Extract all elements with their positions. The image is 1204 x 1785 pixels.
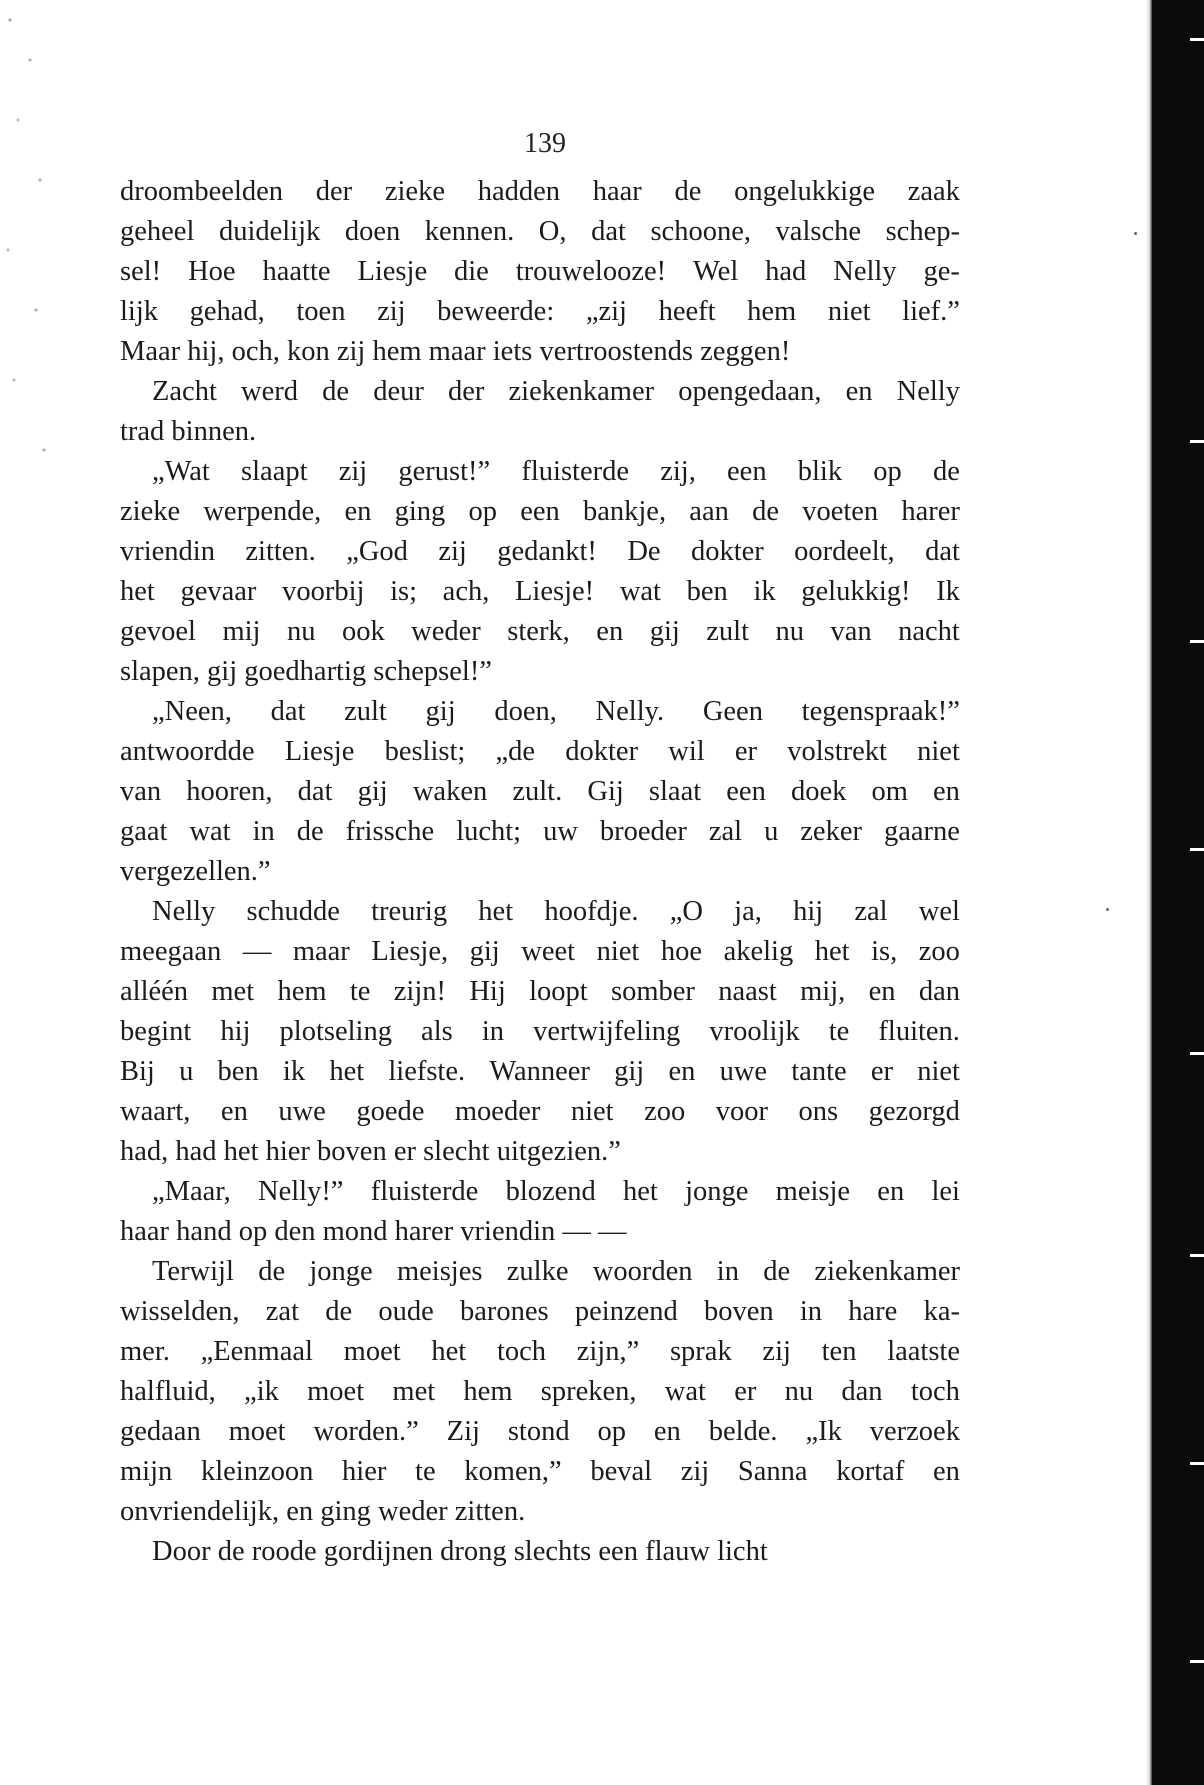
text-line: waart, en uwe goede moeder niet zoo voor ons gezorgd (120, 1096, 960, 1127)
spine-mark (1190, 848, 1204, 851)
text-line: meegaan — maar Liesje, gij weet niet hoe akelig het is, zoo (120, 936, 960, 967)
text-line: van hooren, dat gij waken zult. Gij slaat een doek om en (120, 776, 960, 807)
spine-mark (1190, 640, 1204, 643)
book-spine (1152, 0, 1204, 1785)
ink-speck (1134, 232, 1137, 235)
text-line: mer. „Eenmaal moet het toch zijn,” sprak zij ten laatste (120, 1336, 960, 1367)
text-line: sel! Hoe haatte Liesje die trouwelooze! Wel had Nelly ge- (120, 256, 960, 287)
text-line: antwoordde Liesje beslist; „de dokter wil er volstrekt niet (120, 736, 960, 767)
spine-mark (1190, 1052, 1204, 1055)
left-margin-specks (0, 0, 60, 520)
text-line: „Neen, dat zult gij doen, Nelly. Geen tegenspraak!” (152, 696, 960, 727)
text-line: begint hij plotseling als in vertwijfeling vroolijk te fluiten. (120, 1016, 960, 1047)
text-line: geheel duidelijk doen kennen. O, dat schoone, valsche schep- (120, 216, 960, 247)
spine-mark (1190, 38, 1204, 41)
page-number: 139 (524, 128, 566, 159)
text-line: alléén met hem te zijn! Hij loopt somber naast mij, en dan (120, 976, 960, 1007)
spine-mark (1190, 440, 1204, 443)
text-line: het gevaar voorbij is; ach, Liesje! wat ben ik gelukkig! Ik (120, 576, 960, 607)
text-line: Terwijl de jonge meisjes zulke woorden in de ziekenkamer (152, 1256, 960, 1287)
text-line: Zacht werd de deur der ziekenkamer opengedaan, en Nelly (152, 376, 960, 407)
text-line: Bij u ben ik het liefste. Wanneer gij en uwe tante er niet (120, 1056, 960, 1087)
text-line: „Maar, Nelly!” fluisterde blozend het jonge meisje en lei (152, 1176, 960, 1207)
text-line: „Wat slaapt zij gerust!” fluisterde zij, een blik op de (152, 456, 960, 487)
text-line: droombeelden der zieke hadden haar de ongelukkige zaak (120, 176, 960, 207)
text-line: gevoel mij nu ook weder sterk, en gij zult nu van nacht (120, 616, 960, 647)
text-line: mijn kleinzoon hier te komen,” beval zij Sanna kortaf en (120, 1456, 960, 1487)
text-line: vergezellen.” (120, 856, 271, 887)
text-line: lijk gehad, toen zij beweerde: „zij heeft hem niet lief.” (120, 296, 960, 327)
text-line: zieke werpende, en ging op een bankje, aan de voeten harer (120, 496, 960, 527)
text-line: vriendin zitten. „God zij gedankt! De dokter oordeelt, dat (120, 536, 960, 567)
text-line: gaat wat in de frissche lucht; uw broeder zal u zeker gaarne (120, 816, 960, 847)
ink-speck (1106, 908, 1109, 911)
spine-mark (1190, 1660, 1204, 1663)
text-line: haar hand op den mond harer vriendin — — (120, 1216, 627, 1247)
text-line: had, had het hier boven er slecht uitgezien.” (120, 1136, 621, 1167)
text-line: wisselden, zat de oude barones peinzend boven in hare ka- (120, 1296, 960, 1327)
text-line: Door de roode gordijnen drong slechts een flauw licht (152, 1536, 768, 1567)
text-line: onvriendelijk, en ging weder zitten. (120, 1496, 526, 1527)
text-line: Nelly schudde treurig het hoofdje. „O ja, hij zal wel (152, 896, 960, 927)
text-line: slapen, gij goedhartig schepsel!” (120, 656, 492, 687)
text-line: halfluid, „ik moet met hem spreken, wat er nu dan toch (120, 1376, 960, 1407)
text-line: gedaan moet worden.” Zij stond op en belde. „Ik verzoek (120, 1416, 960, 1447)
text-line: Maar hij, och, kon zij hem maar iets vertroostends zeggen! (120, 336, 791, 367)
spine-mark (1190, 1462, 1204, 1465)
text-line: trad binnen. (120, 416, 257, 447)
body-text (120, 172, 960, 1572)
spine-mark (1190, 1254, 1204, 1257)
